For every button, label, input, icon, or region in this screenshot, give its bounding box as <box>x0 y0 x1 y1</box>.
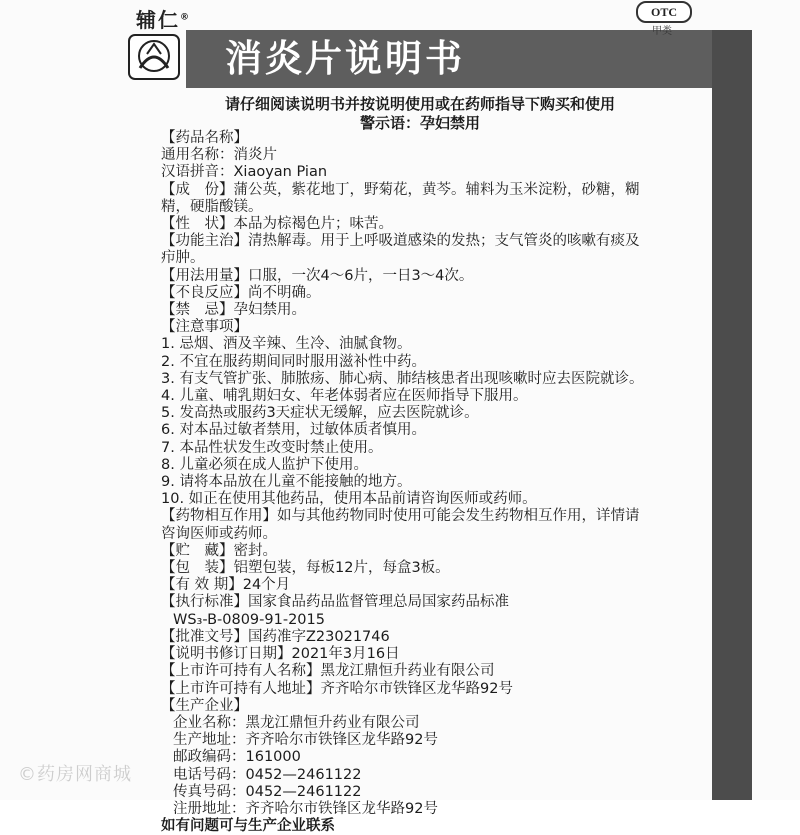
section-manufacturer: 【生产企业】 <box>161 697 248 714</box>
precaution-item: 4. 儿童、哺乳期妇女、年老体弱者应在医师指导下服用。 <box>161 388 528 405</box>
precaution-item: 1. 忌烟、酒及辛辣、生冷、油腻食物。 <box>161 336 412 353</box>
section-approval-number: 【批准文号】国药准字Z23021746 <box>161 628 390 645</box>
phone-number: 电话号码：0452—2461122 <box>173 766 362 783</box>
section-revision-date: 【说明书修订日期】2021年3月16日 <box>161 646 400 663</box>
warning-notice: 警示语：孕妇禁用 <box>359 114 480 132</box>
section-holder-name: 【上市许可持有人名称】黑龙江鼎恒升药业有限公司 <box>161 663 495 680</box>
precaution-item: 5. 发高热或服药3天症状无缓解，应去医院就诊。 <box>161 405 479 422</box>
pinyin-name: 汉语拼音：Xiaoyan Pian <box>161 164 328 181</box>
otc-class-label: 甲类 <box>652 26 672 37</box>
section-precautions: 【注意事项】 <box>161 319 248 336</box>
manufacturer-address: 生产地址：齐齐哈尔市铁锋区龙华路92号 <box>173 732 438 749</box>
section-standard: 【执行标准】国家食品药品监督管理总局国家药品标准 <box>161 594 509 611</box>
contact-note: 如有问题可与生产企业联系 <box>161 818 335 835</box>
brand-name: 辅仁® <box>136 8 191 32</box>
generic-name: 通用名称：消炎片 <box>161 147 277 164</box>
brand-logo-icon <box>128 34 180 80</box>
precaution-item: 8. 儿童必须在成人监护下使用。 <box>161 456 368 473</box>
precaution-item: 7. 本品性状发生改变时禁止使用。 <box>161 439 383 456</box>
precaution-item: 6. 对本品过敏者禁用，过敏体质者慎用。 <box>161 422 426 439</box>
section-dosage: 【用法用量】口服，一次4～6片，一日3～4次。 <box>161 267 474 284</box>
section-interactions: 【药物相互作用】如与其他药物同时使用可能会发生药物相互作用，详情请咨询医师或药师。 <box>161 508 640 542</box>
section-indications: 【功能主治】清热解毒。用于上呼吸道感染的发热；支气管炎的咳嗽有痰及疖肿。 <box>161 233 640 267</box>
precaution-item: 3. 有支气管扩张、肺脓疡、肺心病、肺结核患者出现咳嗽时应去医院就诊。 <box>161 370 644 387</box>
fax-number: 传真号码：0452—2461122 <box>173 783 362 800</box>
postal-code: 邮政编码：161000 <box>173 749 301 766</box>
page-title: 消炎片说明书 <box>225 37 465 80</box>
registered-address: 注册地址：齐齐哈尔市铁锋区龙华路92号 <box>173 800 438 817</box>
side-strip <box>712 30 752 800</box>
standard-code: WS₃-B-0809-91-2015 <box>173 611 325 628</box>
section-adverse-reactions: 【不良反应】尚不明确。 <box>161 284 321 301</box>
manufacturer-name: 企业名称：黑龙江鼎恒升药业有限公司 <box>173 714 420 731</box>
precaution-item: 10. 如正在使用其他药品，使用本品前请咨询医师或药师。 <box>161 491 537 508</box>
leaflet-content <box>161 130 653 835</box>
otc-badge: OTC <box>636 1 692 23</box>
section-contraindications: 【禁 忌】孕妇禁用。 <box>161 302 306 319</box>
section-storage: 【贮 藏】密封。 <box>161 542 277 559</box>
usage-notice: 请仔细阅读说明书并按说明使用或在药师指导下购买和使用 <box>224 95 615 113</box>
section-shelf-life: 【有 效 期】24个月 <box>161 577 291 594</box>
precaution-item: 9. 请将本品放在儿童不能接触的地方。 <box>161 474 412 491</box>
section-drug-name: 【药品名称】 <box>161 130 248 146</box>
section-packaging: 【包 装】铝塑包装，每板12片，每盒3板。 <box>161 560 450 577</box>
section-holder-address: 【上市许可持有人地址】齐齐哈尔市铁锋区龙华路92号 <box>161 680 513 697</box>
section-appearance: 【性 状】本品为棕褐色片；味苦。 <box>161 216 393 233</box>
watermark: ©药房网商城 <box>18 764 132 785</box>
precaution-item: 2. 不宜在服药期间同时服用滋补性中药。 <box>161 353 426 370</box>
section-ingredients: 【成 份】蒲公英，紫花地丁，野菊花，黄芩。辅料为玉米淀粉，砂糖，糊精，硬脂酸镁。 <box>161 181 640 215</box>
